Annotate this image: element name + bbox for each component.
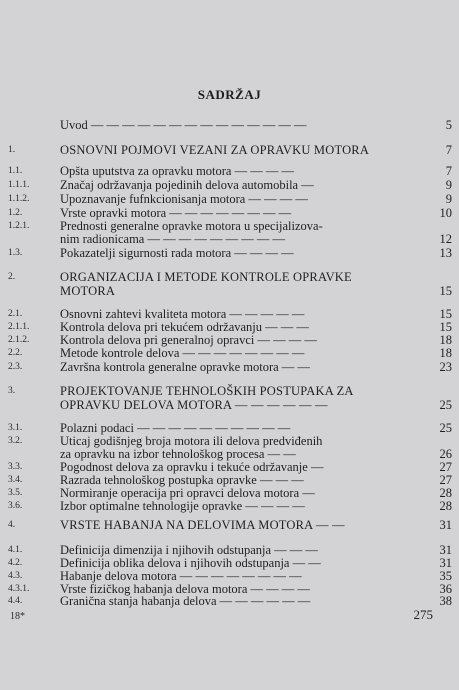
toc-page-number: 9	[445, 178, 452, 192]
toc-section-number: 3.2.	[8, 436, 23, 446]
toc-row	[8, 219, 459, 233]
toc-row	[8, 569, 459, 583]
toc-section-number: 1.1.1.	[8, 180, 30, 190]
toc-section-number: 3.	[8, 386, 16, 396]
toc-page-number: 27	[439, 473, 452, 487]
page-number: 275	[413, 607, 433, 622]
toc-section-title: Upoznavanje fufnkcionisanja motora — — — —	[60, 192, 308, 206]
toc-row	[8, 307, 459, 321]
toc-section-number: 2.1.	[8, 309, 23, 319]
toc-section-number: 1.1.2.	[8, 194, 30, 204]
toc-section-title: Vrste opravki motora — — — — — — — —	[60, 206, 292, 220]
toc-row	[8, 486, 459, 500]
toc-section-title: Izbor optimalne tehnologije opravke — — — —	[60, 499, 305, 513]
toc-row	[8, 434, 459, 448]
toc-page-number: 5	[445, 118, 452, 132]
page-title: SADRŽAJ	[197, 87, 262, 102]
toc-page-number: 31	[439, 543, 452, 557]
toc-page-number: 36	[439, 582, 452, 596]
toc-section-number: 3.4.	[8, 475, 23, 485]
toc-row	[8, 556, 459, 570]
toc-row	[8, 346, 459, 360]
toc-page-number: 31	[439, 556, 452, 570]
toc-row	[8, 232, 459, 246]
toc-chapter-row	[8, 384, 459, 398]
toc-section-number: 3.5.	[8, 488, 23, 498]
toc-page-number: 31	[439, 518, 452, 532]
toc-page-number: 27	[439, 460, 452, 474]
toc-chapter-title: ORGANIZACIJA I METODE KONTROLE OPRAVKE	[60, 270, 352, 284]
toc-section-title: Razrada tehnološkog postupka opravke — — —	[60, 473, 304, 487]
toc-section-number: 1.2.	[8, 208, 23, 218]
toc-section-number: 3.1.	[8, 423, 23, 433]
toc-section-number: 4.1.	[8, 545, 23, 555]
toc-section-number: 4.3.	[8, 571, 23, 581]
toc-page-number: 15	[439, 284, 452, 298]
toc-section-title: Definicija oblika delova i njihovih odstupanja — —	[60, 556, 321, 570]
toc-row	[8, 360, 459, 374]
toc-row	[8, 246, 459, 260]
toc-section-number: 3.3.	[8, 462, 23, 472]
toc-page-number: 18	[439, 333, 452, 347]
toc-page-number: 26	[439, 447, 452, 461]
toc-section-title: Habanje delova motora — — — — — — — —	[60, 569, 302, 583]
toc-section-number: 1.2.1.	[8, 221, 30, 231]
toc-page-number: 38	[439, 594, 452, 608]
toc-section-title: Polazni podaci — — — — — — — — — —	[60, 421, 291, 435]
toc-chapter-row	[8, 284, 459, 298]
toc-chapter-title: PROJEKTOVANJE TEHNOLOŠKIH POSTUPAKA ZA	[60, 384, 354, 398]
toc-row	[8, 178, 459, 192]
toc-section-title: Završna kontrola generalne opravke motora — —	[60, 360, 310, 374]
toc-row	[8, 460, 459, 474]
toc-page-number: 18	[439, 346, 452, 360]
toc-chapter-row	[8, 270, 459, 284]
toc-section-title: Kontrola delova pri generalnoj opravci — — — —	[60, 333, 317, 347]
toc-section-number: 3.6.	[8, 501, 23, 511]
signature-mark: 18*	[10, 611, 25, 622]
toc-section-number: 1.3.	[8, 248, 23, 258]
toc-page-number: 28	[439, 499, 452, 513]
toc-section-title: Uvod — — — — — — — — — — — — — —	[60, 118, 307, 132]
toc-page-number: 25	[439, 421, 452, 435]
toc-section-number: 2.1.1.	[8, 322, 30, 332]
toc-row	[8, 543, 459, 557]
toc-row	[8, 473, 459, 487]
toc-section-number: 2.1.2.	[8, 335, 30, 345]
toc-section-title: za opravku na izbor tehnološkog procesa — —	[60, 447, 296, 461]
toc-section-title: Granična stanja habanja delova — — — — — —	[60, 594, 311, 608]
toc-chapter-row	[8, 143, 459, 157]
toc-page-number: 23	[439, 360, 452, 374]
toc-row	[8, 118, 459, 132]
toc-section-title: Metode kontrole delova — — — — — — — —	[60, 346, 305, 360]
toc-section-title: Opšta uputstva za opravku motora — — — —	[60, 164, 294, 178]
toc-section-title: Definicija dimenzija i njihovih odstupanja — — —	[60, 543, 318, 557]
toc-page-number: 15	[439, 320, 452, 334]
toc-section-number: 4.	[8, 520, 16, 530]
toc-chapter-title: OPRAVKU DELOVA MOTORA — — — — — —	[60, 398, 328, 412]
toc-row	[8, 594, 459, 608]
toc-section-number: 2.2.	[8, 348, 23, 358]
toc-section-number: 4.2.	[8, 558, 23, 568]
toc-row	[8, 421, 459, 435]
toc-page-number: 10	[439, 206, 452, 220]
toc-row	[8, 192, 459, 206]
toc-section-title: Osnovni zahtevi kvaliteta motora — — — — —	[60, 307, 305, 321]
toc-section-title: Vrste fizičkog habanja delova motora — — — —	[60, 582, 310, 596]
toc-section-title: nim radionicama — — — — — — — — —	[60, 232, 285, 246]
toc-page-number: 25	[439, 398, 452, 412]
toc-page-number: 7	[445, 164, 452, 178]
toc-row	[8, 206, 459, 220]
toc-section-title: Prednosti generalne opravke motora u specijalizova-	[60, 219, 323, 233]
toc-row	[8, 164, 459, 178]
toc-section-title: Pogodnost delova za opravku i tekuće održavanje —	[60, 460, 324, 474]
toc-section-title: Značaj održavanja pojedinih delova automobila —	[60, 178, 314, 192]
toc-row	[8, 333, 459, 347]
toc-row	[8, 499, 459, 513]
toc-section-title: Normiranje operacija pri opravci delova motora —	[60, 486, 315, 500]
toc-chapter-title: OSNOVNI POJMOVI VEZANI ZA OPRAVKU MOTORA	[60, 143, 370, 157]
toc-chapter-title: VRSTE HABANJA NA DELOVIMA MOTORA — —	[60, 518, 345, 532]
toc-page-number: 12	[439, 232, 452, 246]
toc-row	[8, 320, 459, 334]
toc-section-number: 2.	[8, 272, 16, 282]
toc-chapter-row	[8, 398, 459, 412]
toc-section-title: Pokazatelji sigurnosti rada motora — — — —	[60, 246, 294, 260]
toc-section-number: 4.3.1.	[8, 584, 30, 594]
toc-section-title: Uticaj godišnjeg broja motora ili delova predviđenih	[60, 434, 323, 448]
toc-section-number: 2.3.	[8, 362, 23, 372]
toc-chapter-row	[8, 518, 459, 532]
toc-page-number: 35	[439, 569, 452, 583]
toc-section-number: 1.1.	[8, 166, 23, 176]
toc-section-number: 4.4.	[8, 596, 23, 606]
toc-page-number: 13	[439, 246, 452, 260]
toc-page-number: 7	[445, 143, 452, 157]
toc-page-number: 9	[445, 192, 452, 206]
toc-page-number: 28	[439, 486, 452, 500]
toc-chapter-title: MOTORA	[60, 284, 116, 298]
toc-section-title: Kontrola delova pri tekućem održavanju — — —	[60, 320, 309, 334]
toc-page-number: 15	[439, 307, 452, 321]
toc-section-number: 1.	[8, 145, 16, 155]
toc-row	[8, 447, 459, 461]
